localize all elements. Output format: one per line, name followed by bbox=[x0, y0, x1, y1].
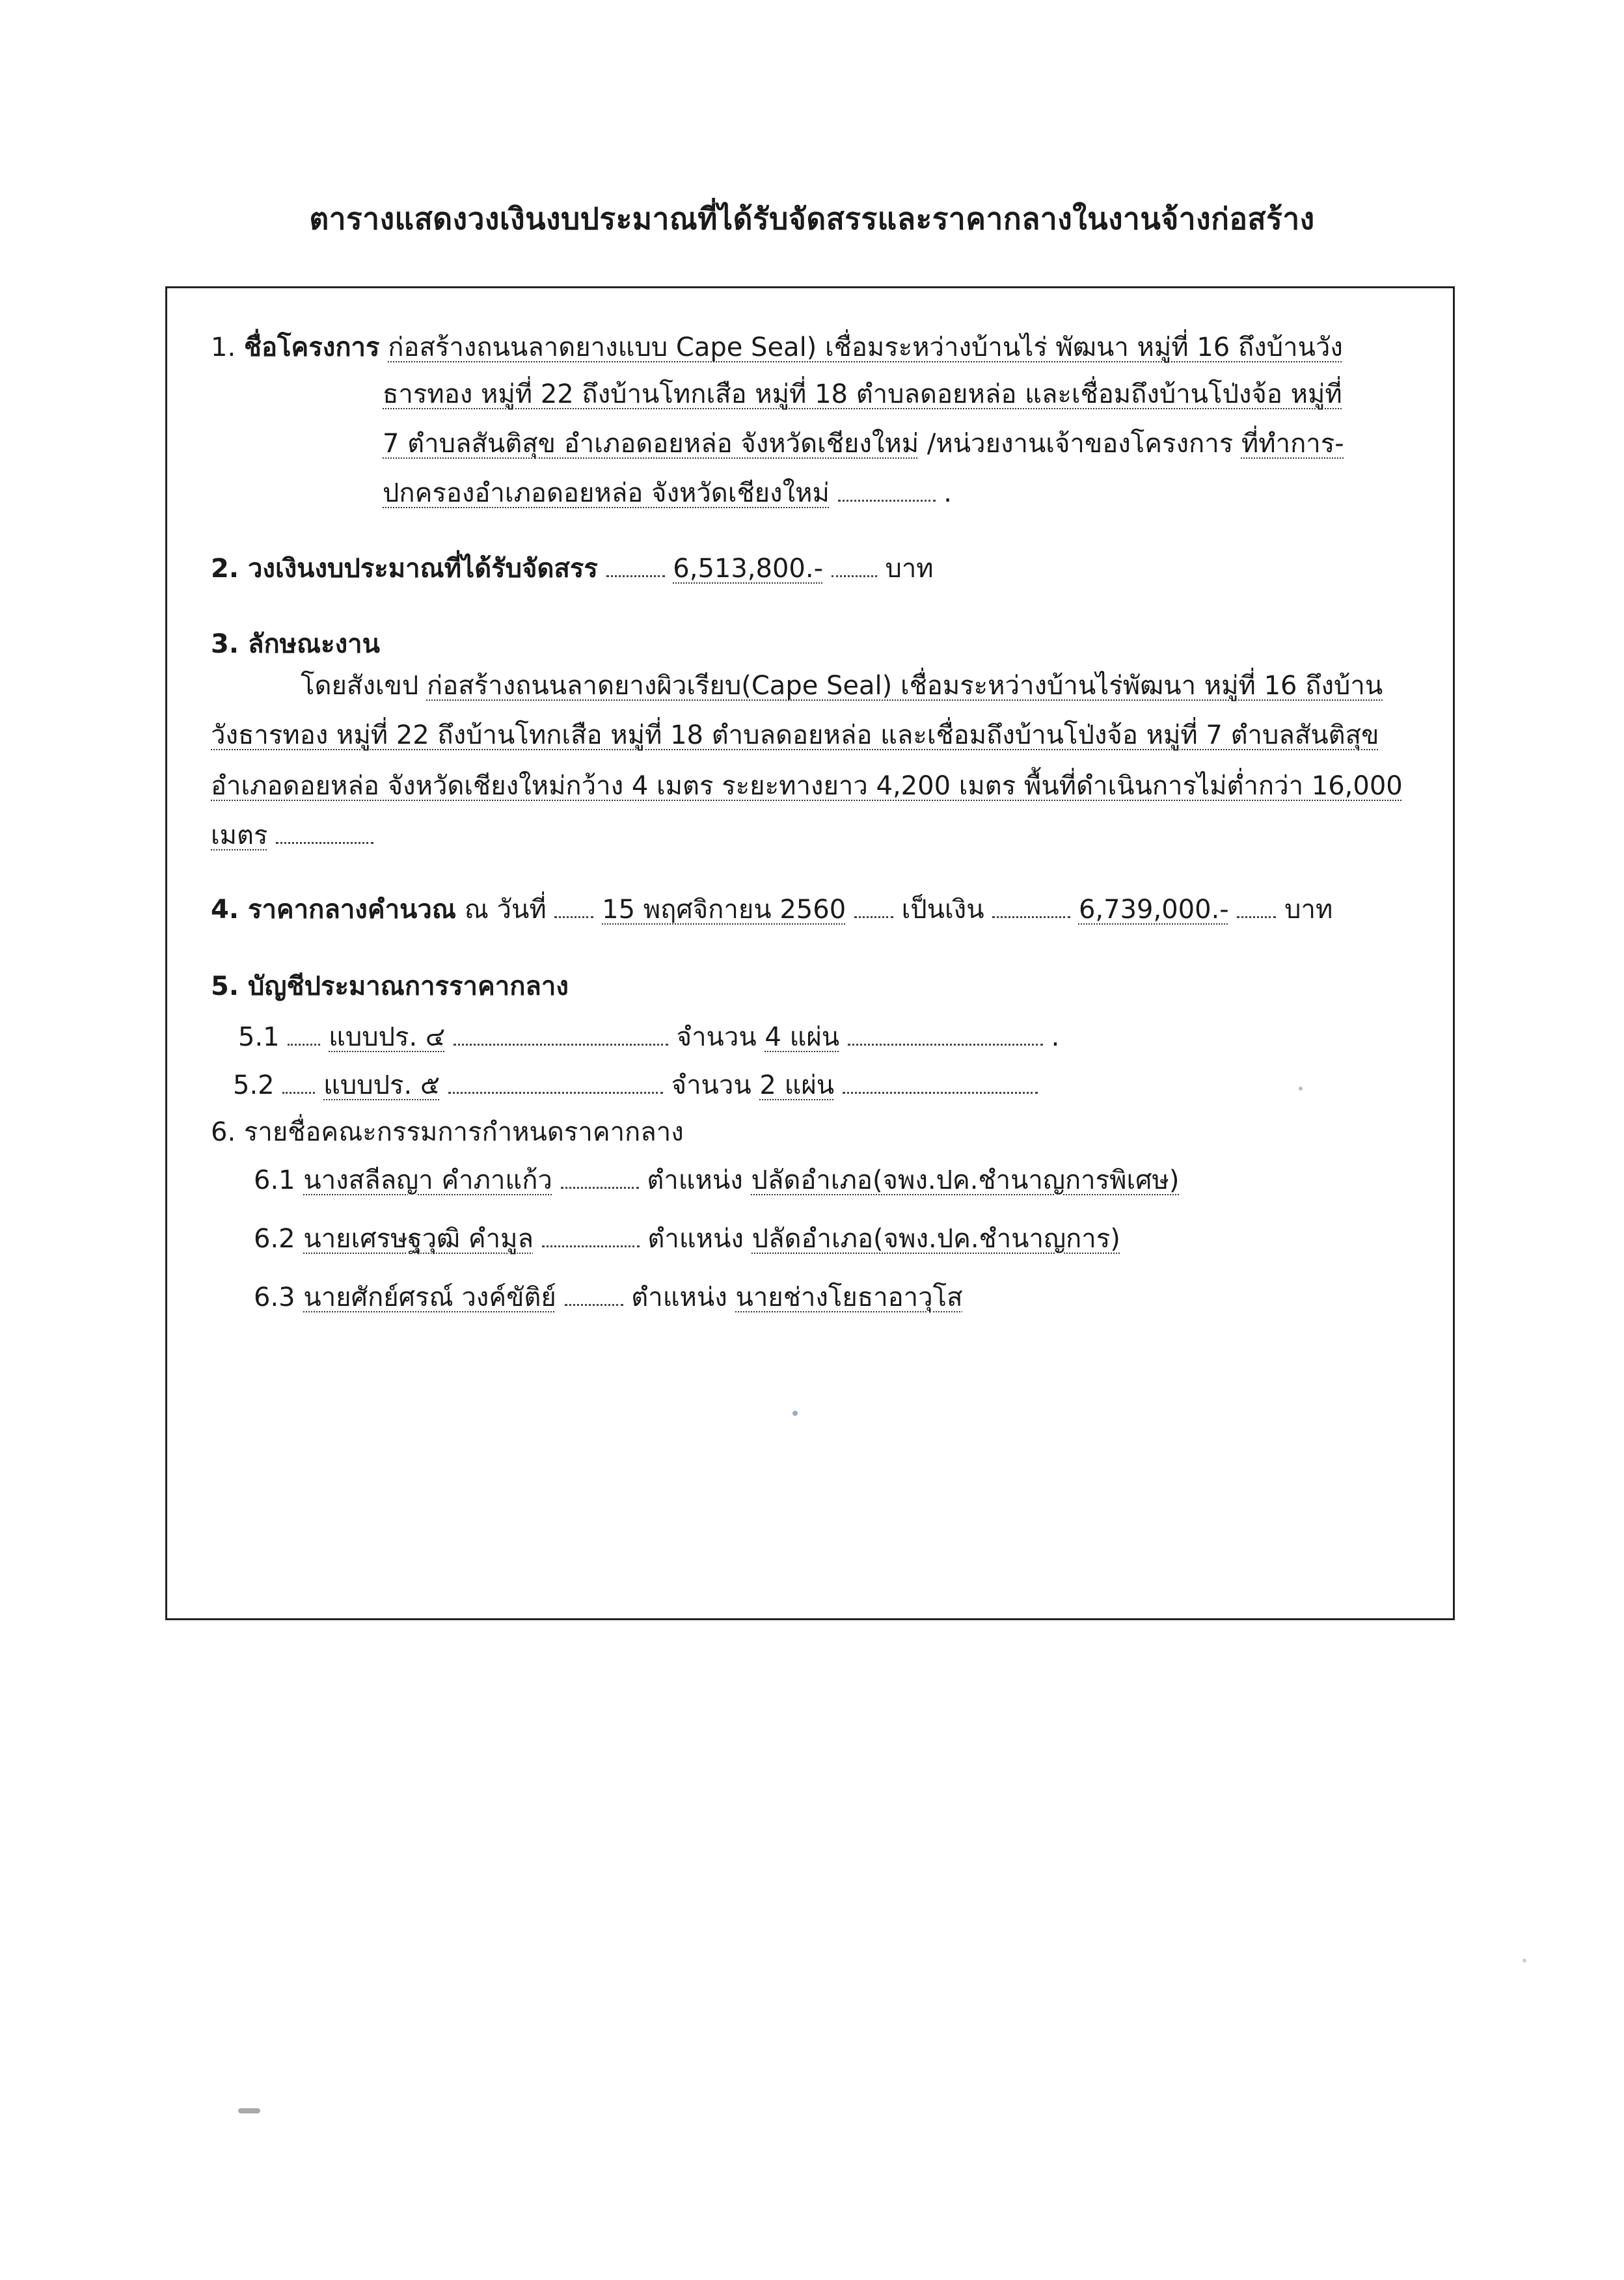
member-number: 6.3 bbox=[254, 1282, 295, 1312]
member-position: นายช่างโยธาอาวุโส bbox=[735, 1282, 963, 1312]
work-description-line: วังธารทอง หมู่ที่ 22 ถึงบ้านโทกเสือ หมู่ที่ 18 ตำบลดอยหล่อ และเชื่อมถึงบ้านโป่งจ้อ หมู่ที่ 7 ตำบลสันติสุข bbox=[211, 720, 1379, 750]
item-form: แบบปร. ๕ bbox=[323, 1070, 440, 1100]
dotted-fill bbox=[838, 495, 936, 502]
project-name-line: ปกครองอำเภอดอยหล่อ จังหวัดเชียงใหม่ bbox=[383, 478, 830, 508]
dotted-fill bbox=[542, 1240, 640, 1247]
work-description-row-4 bbox=[211, 817, 373, 854]
item-qty-label: จำนวน bbox=[671, 1070, 751, 1100]
scan-speck bbox=[792, 1411, 798, 1416]
member-name: นายศักย์ศรณ์ วงค์ขัติย์ bbox=[303, 1282, 556, 1312]
member-position-label: ตำแหน่ง bbox=[647, 1224, 744, 1254]
median-price-date: 15 พฤศจิกายน 2560 bbox=[602, 895, 846, 925]
median-price-row bbox=[211, 891, 1333, 928]
dotted-fill bbox=[282, 1087, 315, 1094]
member-position: ปลัดอำเภอ(จพง.ปค.ชำนาญการพิเศษ) bbox=[751, 1165, 1180, 1195]
amount-prefix: เป็นเงิน bbox=[901, 895, 984, 925]
dotted-fill bbox=[448, 1087, 663, 1094]
dotted-fill bbox=[832, 570, 877, 577]
work-description-line: ก่อสร้างถนนลาดยางผิวเรียบ(Cape Seal) เชื่อมระหว่างบ้านไร่พัฒนา หมู่ที่ 16 ถึงบ้าน bbox=[426, 671, 1383, 701]
scan-speck bbox=[1299, 1087, 1303, 1091]
dotted-fill bbox=[843, 1087, 1038, 1094]
dotted-fill bbox=[288, 1038, 320, 1046]
committee-member bbox=[254, 1221, 1120, 1257]
project-name-row-2 bbox=[383, 376, 1342, 413]
dotted-fill bbox=[453, 1038, 668, 1046]
member-number: 6.2 bbox=[254, 1224, 295, 1254]
scan-speck bbox=[238, 2108, 260, 2113]
item-qty: 4 แผ่น bbox=[765, 1022, 840, 1052]
work-description-row-2 bbox=[211, 717, 1379, 753]
item-number: 5.2 bbox=[233, 1070, 275, 1100]
work-description-row-3 bbox=[211, 768, 1403, 804]
committee-member bbox=[254, 1162, 1180, 1199]
project-name-row-3 bbox=[383, 426, 1344, 462]
work-description-line: เมตร bbox=[211, 821, 268, 850]
project-name-line: ก่อสร้างถนนลาดยางแบบ Cape Seal) เชื่อมระหว่างบ้านไร่ พัฒนา หมู่ที่ 16 ถึงบ้านวัง bbox=[388, 332, 1343, 362]
project-name-line: ธารทอง หมู่ที่ 22 ถึงบ้านโทกเสือ หมู่ที่ 18 ตำบลดอยหล่อ และเชื่อมถึงบ้านโป่งจ้อ หมู่ที่ bbox=[383, 379, 1342, 409]
estimate-list-label: 5. บัญชีประมาณการราคากลาง bbox=[211, 971, 569, 1001]
work-description-line: อำเภอดอยหล่อ จังหวัดเชียงใหม่กว้าง 4 เมตร ระยะทางยาว 4,200 เมตร พื้นที่ดำเนินการไม่ต่ำกว่า 16,000 bbox=[211, 771, 1403, 801]
dotted-fill bbox=[276, 837, 373, 844]
member-position: ปลัดอำเภอ(จพง.ปค.ชำนาญการ) bbox=[751, 1224, 1120, 1254]
owner-prefix: /หน่วยงานเจ้าของโครงการ bbox=[927, 429, 1234, 459]
committee-member bbox=[254, 1279, 963, 1316]
budget-amount: 6,513,800.- bbox=[673, 554, 824, 584]
page-title: ตารางแสดงวงเงินงบประมาณที่ได้รับจัดสรรและราคากลางในงานจ้างก่อสร้าง bbox=[309, 201, 1315, 236]
owner-name: ที่ทำการ- bbox=[1241, 429, 1344, 459]
dotted-fill bbox=[606, 570, 665, 577]
budget-row bbox=[211, 550, 934, 587]
scan-speck bbox=[1522, 1959, 1526, 1962]
dotted-fill bbox=[1237, 911, 1276, 918]
committee-label: 6. รายชื่อคณะกรรมการกำหนดราคากลาง bbox=[211, 1117, 684, 1147]
item-number: 5.1 bbox=[238, 1022, 280, 1052]
end-mark: . bbox=[943, 478, 952, 508]
member-name: นายเศรษฐวุฒิ คำมูล bbox=[303, 1224, 534, 1254]
work-description-label: 3. ลักษณะงาน bbox=[211, 629, 380, 659]
dotted-fill bbox=[854, 911, 893, 918]
work-description-row-1 bbox=[301, 668, 1383, 704]
member-number: 6.1 bbox=[254, 1165, 295, 1195]
dotted-fill bbox=[992, 911, 1070, 918]
project-name-line: 7 ตำบลสันติสุข อำเภอดอยหล่อ จังหวัดเชียงใหม่ bbox=[383, 429, 919, 459]
member-position-label: ตำแหน่ง bbox=[631, 1282, 727, 1312]
project-name-row-1 bbox=[211, 329, 1343, 366]
dotted-fill bbox=[848, 1038, 1043, 1046]
project-name-row-4 bbox=[383, 475, 952, 511]
project-name-label: ชื่อโครงการ bbox=[243, 332, 380, 362]
median-price-label: 4. ราคากลางคำนวณ bbox=[211, 895, 456, 925]
estimate-item bbox=[238, 1019, 1059, 1055]
member-name: นางสลีลญา คำภาแก้ว bbox=[303, 1165, 552, 1195]
member-position-label: ตำแหน่ง bbox=[647, 1165, 743, 1195]
budget-label: 2. วงเงินงบประมาณที่ได้รับจัดสรร bbox=[211, 554, 598, 584]
item-qty-label: จำนวน bbox=[676, 1022, 757, 1052]
median-price-unit: บาท bbox=[1284, 895, 1333, 925]
dotted-fill bbox=[565, 1299, 623, 1306]
item-form: แบบปร. ๔ bbox=[329, 1022, 446, 1052]
date-prefix: ณ วันที่ bbox=[464, 895, 547, 925]
budget-unit: บาท bbox=[885, 554, 934, 584]
item-qty: 2 แผ่น bbox=[759, 1070, 835, 1100]
median-price-amount: 6,739,000.- bbox=[1078, 895, 1229, 925]
section-number: 1. bbox=[211, 332, 236, 362]
item-end: . bbox=[1051, 1022, 1060, 1052]
dotted-fill bbox=[561, 1182, 639, 1189]
estimate-item bbox=[233, 1067, 1038, 1104]
work-intro: โดยสังเขป bbox=[301, 671, 419, 701]
dotted-fill bbox=[554, 911, 593, 918]
